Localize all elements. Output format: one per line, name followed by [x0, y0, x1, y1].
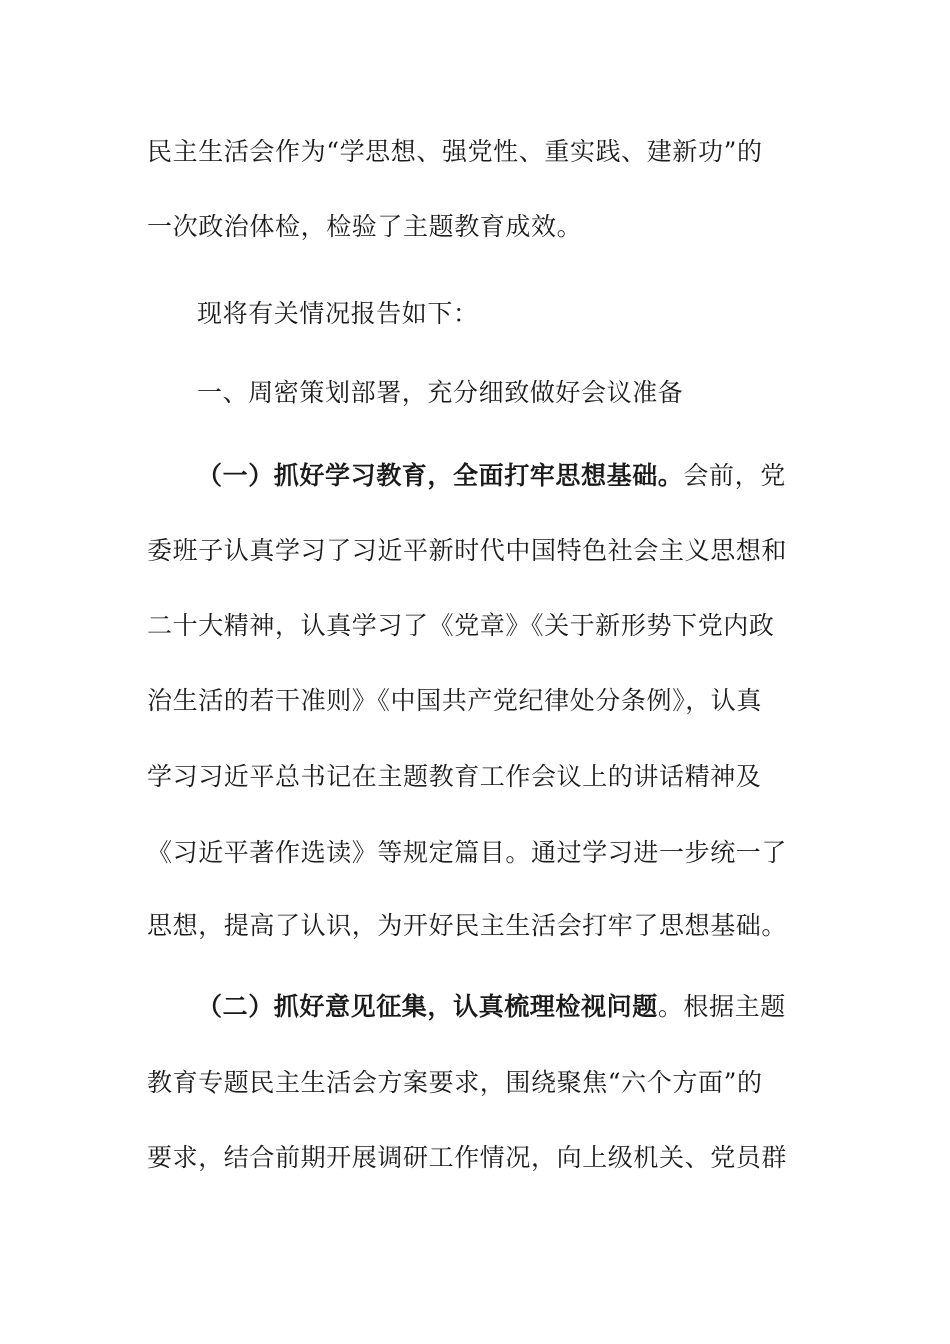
subsection-heading: （二）抓好意见征集，认真梳理检视问题	[197, 992, 658, 1021]
section-heading: 一、周密策划部署，充分细致做好会议准备	[197, 378, 684, 407]
paragraph-line: 要求，结合前期开展调研工作情况，向上级机关、党员群	[147, 1143, 788, 1172]
paragraph-line: 一次政治体检，检验了主题教育成效。	[147, 212, 583, 241]
subsection-line	[197, 990, 837, 1024]
paragraph-line: 二十大精神，认真学习了《党章》《关于新形势下党内政	[147, 611, 775, 640]
paragraph-line: 教育专题民主生活会方案要求，围绕聚焦“六个方面”的	[147, 1068, 763, 1097]
paragraph-line: 《习近平著作选读》等规定篇目。通过学习进一步统一了	[147, 838, 788, 867]
subsection-heading: （一）抓好学习教育，全面打牢思想基础。	[197, 461, 684, 490]
paragraph-line: 委班子认真学习了习近平新时代中国特色社会主义思想和	[147, 536, 788, 565]
paragraph-text: 会前，党	[683, 461, 786, 490]
subsection-line	[197, 459, 837, 493]
paragraph-line: 治生活的若干准则》《中国共产党纪律处分条例》，认真	[147, 686, 763, 715]
paragraph-line: 民主生活会作为“学思想、强党性、重实践、建新功”的	[147, 137, 763, 166]
paragraph-line: 学习习近平总书记在主题教育工作会议上的讲话精神及	[147, 762, 762, 791]
paragraph-line: 思想，提高了认识，为开好民主生活会打牢了思想基础。	[147, 911, 788, 940]
paragraph-line: 现将有关情况报告如下：	[197, 299, 479, 328]
paragraph-text: 。根据主题	[657, 992, 786, 1021]
